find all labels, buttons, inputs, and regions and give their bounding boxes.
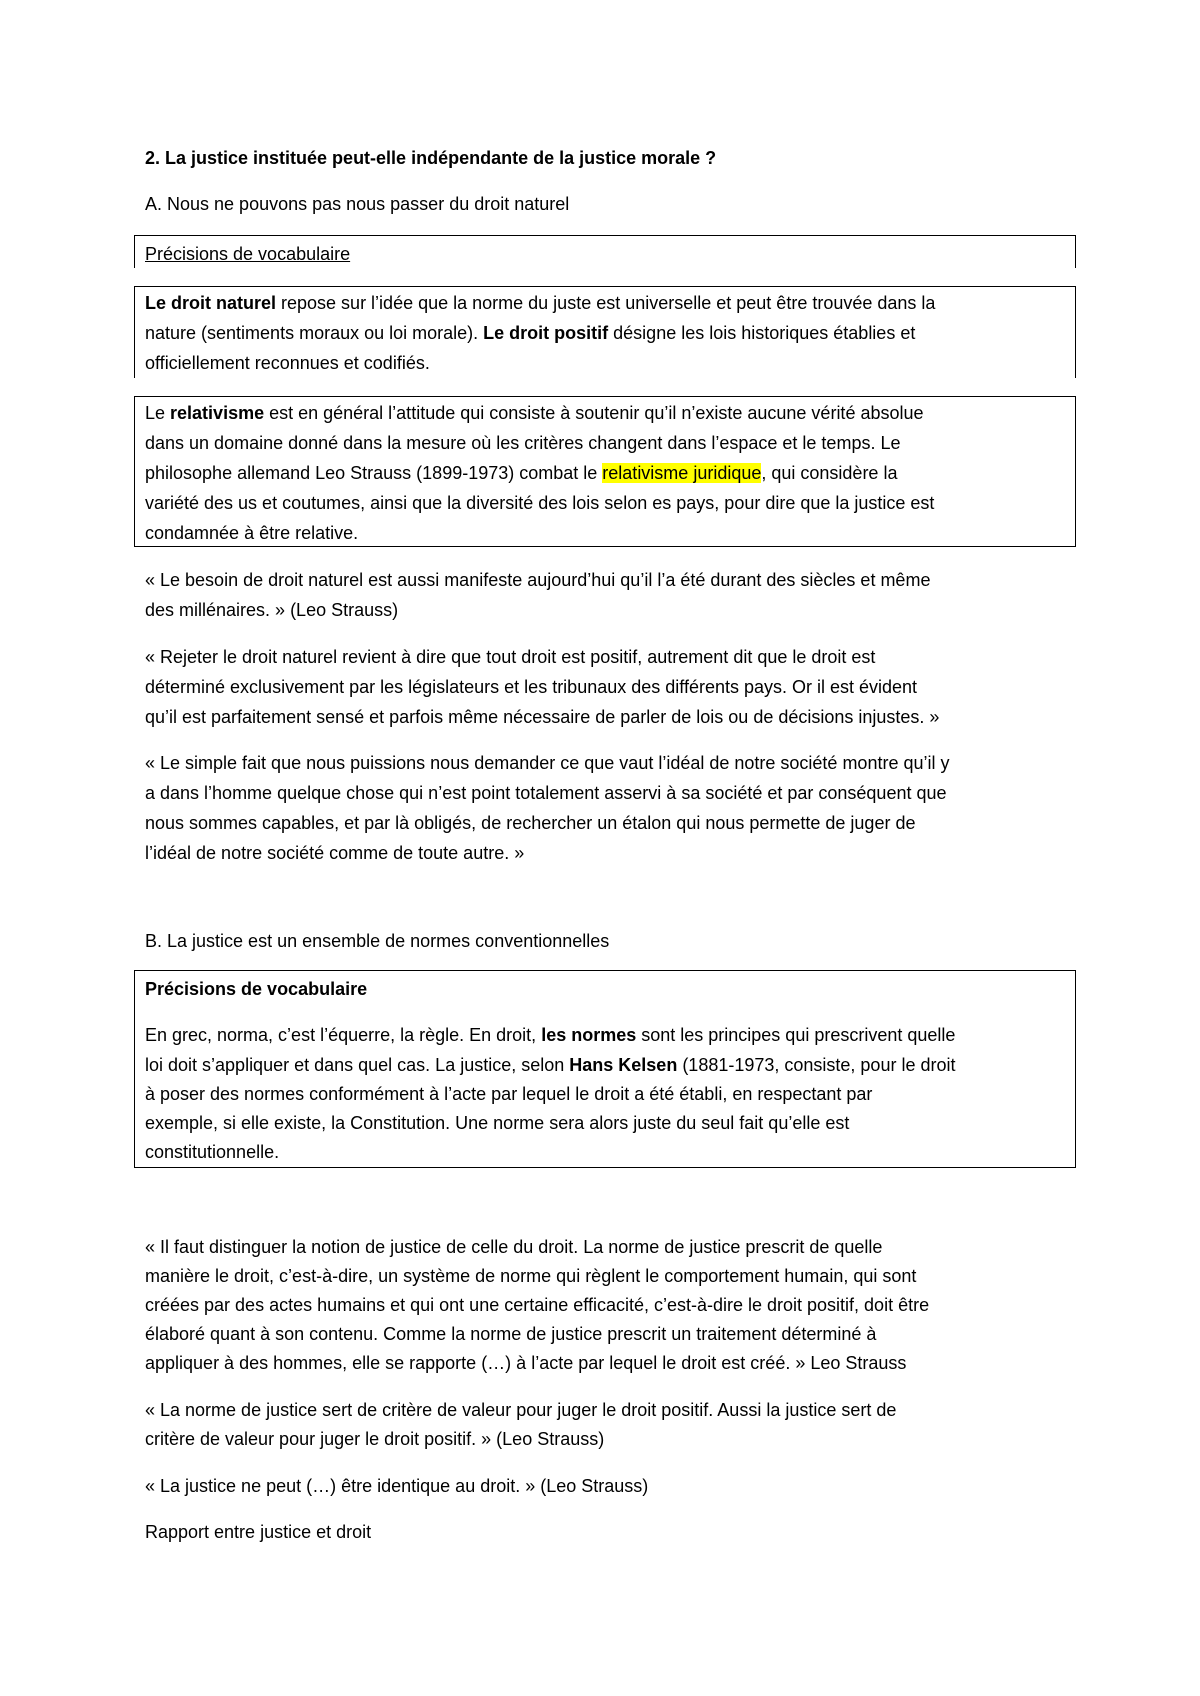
normes-line-1 — [145, 1024, 955, 1046]
quote-4-line-2: manière le droit, c’est-à-dire, un système de norme qui règlent le comportement humain, qui sont — [145, 1266, 917, 1286]
normes-line-2 — [145, 1054, 955, 1076]
relativisme-line-5: condamnée à être relative. — [145, 523, 359, 543]
relativisme-text-3: philosophe allemand Leo Strauss (1899-1973) combat le — [145, 463, 603, 483]
normes-text-1: En grec, norma, c’est l’équerre, la règle. En droit, — [145, 1025, 542, 1045]
vocab-label-b: Précisions de vocabulaire — [145, 979, 368, 999]
relativisme-line-1 — [145, 402, 924, 424]
quote-3-line-3: nous sommes capables, et par là obligés, de rechercher un étalon qui nous permette de juger de — [145, 813, 916, 833]
quote-3-line-2: a dans l’homme quelque chose qui n’est point totalement asservi à sa société et par conséquent que — [145, 783, 947, 803]
normes-line-3: à poser des normes conformément à l’acte par lequel le droit a été établi, en respectant par — [145, 1084, 873, 1104]
quote-4-line-3: créées par des actes humains et qui ont une certaine efficacité, c’est-à-dire le droit positif, doit être — [145, 1295, 930, 1315]
quote-3-line-1: « Le simple fait que nous puissions nous demander ce que vaut l’idéal de notre société montre qu’il y — [145, 753, 950, 773]
subsection-b-heading: B. La justice est un ensemble de normes conventionnelles — [145, 931, 610, 951]
term-droit-naturel: Le droit naturel — [145, 293, 277, 313]
section-title: 2. La justice instituée peut-elle indépendante de la justice morale ? — [145, 148, 717, 168]
relativisme-line-4: variété des us et coutumes, ainsi que la diversité des lois selon es pays, pour dire que la justice est — [145, 493, 935, 513]
subsection-a-heading: A. Nous ne pouvons pas nous passer du droit naturel — [145, 194, 570, 214]
quote-3-line-4: l’idéal de notre société comme de toute autre. » — [145, 843, 525, 863]
droit-def-line-3: officiellement reconnues et codifiés. — [145, 353, 430, 373]
term-relativisme: relativisme — [170, 403, 265, 423]
relativisme-line-3 — [145, 462, 897, 484]
relativisme-text-2: est en général l’attitude qui consiste à soutenir qu’il n’existe aucune vérité absolue — [264, 403, 924, 423]
quote-4-line-5: appliquer à des hommes, elle se rapporte (…) à l’acte par lequel le droit est créé. » Leo Strauss — [145, 1353, 907, 1373]
normes-text-4: (1881-1973, consiste, pour le droit — [677, 1055, 956, 1075]
term-les-normes: les normes — [541, 1025, 637, 1045]
highlight-relativisme-juridique: relativisme juridique — [602, 463, 762, 483]
vocab-label-a: Précisions de vocabulaire — [145, 244, 351, 264]
droit-def-text-1: repose sur l’idée que la norme du juste est universelle et peut être trouvée dans la — [276, 293, 936, 313]
normes-text-2: sont les principes qui prescrivent quelle — [636, 1025, 956, 1045]
normes-line-5: constitutionnelle. — [145, 1142, 280, 1162]
quote-4-line-1: « Il faut distinguer la notion de justice de celle du droit. La norme de justice prescrit de quelle — [145, 1237, 883, 1257]
droit-def-text-3: désigne les lois historiques établies et — [608, 323, 916, 343]
relativisme-text-1: Le — [145, 403, 171, 423]
relativisme-text-4: , qui considère la — [761, 463, 898, 483]
quote-1-line-1: « Le besoin de droit naturel est aussi manifeste aujourd’hui qu’il l’a été durant des siècles et même — [145, 570, 931, 590]
quote-5-line-2: critère de valeur pour juger le droit positif. » (Leo Strauss) — [145, 1429, 605, 1449]
quote-5-line-1: « La norme de justice sert de critère de valeur pour juger le droit positif. Aussi la justice sert de — [145, 1400, 897, 1420]
term-hans-kelsen: Hans Kelsen — [569, 1055, 678, 1075]
quote-2-line-3: qu’il est parfaitement sensé et parfois même nécessaire de parler de lois ou de décisions injustes. » — [145, 707, 940, 727]
normes-text-3: loi doit s’appliquer et dans quel cas. La justice, selon — [145, 1055, 570, 1075]
relativisme-line-2: dans un domaine donné dans la mesure où les critères changent dans l’espace et le temps. Le — [145, 433, 901, 453]
droit-def-line-2 — [145, 322, 915, 344]
closing-heading: Rapport entre justice et droit — [145, 1522, 372, 1542]
term-droit-positif: Le droit positif — [483, 323, 609, 343]
droit-def-line-1 — [145, 292, 935, 314]
droit-def-text-2: nature (sentiments moraux ou loi morale). — [145, 323, 484, 343]
quote-2-line-2: déterminé exclusivement par les législateurs et les tribunaux des différents pays. Or il est évident — [145, 677, 918, 697]
quote-2-line-1: « Rejeter le droit naturel revient à dire que tout droit est positif, autrement dit que le droit est — [145, 647, 876, 667]
quote-1-line-2: des millénaires. » (Leo Strauss) — [145, 600, 399, 620]
normes-line-4: exemple, si elle existe, la Constitution. Une norme sera alors juste du seul fait qu’elle est — [145, 1113, 850, 1133]
quote-4-line-4: élaboré quant à son contenu. Comme la norme de justice prescrit un traitement déterminé à — [145, 1324, 877, 1344]
quote-6: « La justice ne peut (…) être identique au droit. » (Leo Strauss) — [145, 1476, 649, 1496]
